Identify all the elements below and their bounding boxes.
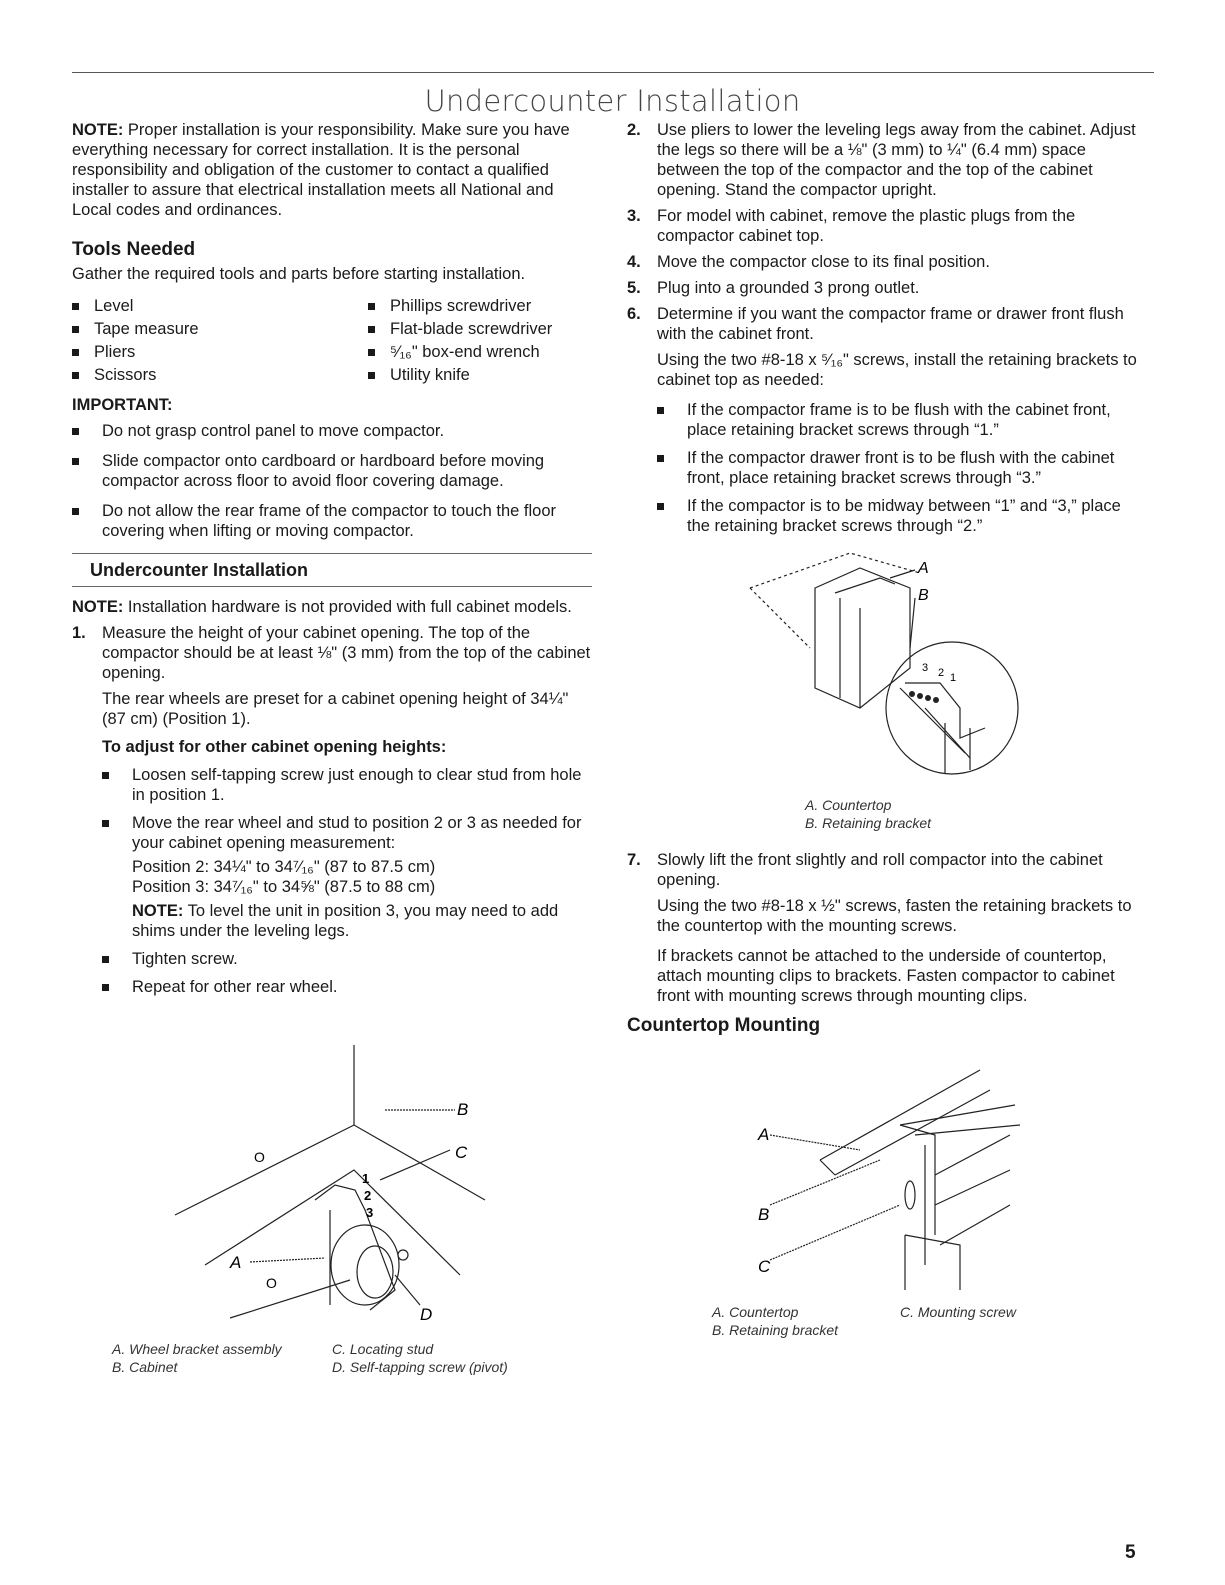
- step-5: [627, 278, 1147, 298]
- step-text: Use pliers to lower the leveling legs away from the cabinet. Adjust the legs so there will be a ⅛" (3 mm) to ¼" (6.4 mm) space between the top of the compactor and the top of the cabinet opening. Stand the compactor upright.: [657, 121, 1136, 199]
- important-item: Slide compactor onto cardboard or hardboard before moving compactor across floor to avoid floor covering damage.: [72, 451, 592, 491]
- step-text: For model with cabinet, remove the plastic plugs from the compactor cabinet top.: [657, 207, 1076, 245]
- label-b: B: [758, 1205, 770, 1224]
- important-item: Do not grasp control panel to move compactor.: [72, 421, 592, 441]
- intro-note: [72, 120, 592, 220]
- tool-item: ⁵⁄₁₆" box-end wrench: [368, 342, 598, 362]
- adjust-item: Tighten screw.: [102, 949, 592, 969]
- caption-c: C. Locating stud: [332, 1341, 434, 1357]
- caption-b: B. Retaining bracket: [805, 815, 932, 831]
- leader-a: [770, 1135, 860, 1150]
- mount-caption: [712, 1303, 1132, 1339]
- step-text: Plug into a grounded 3 prong outlet.: [657, 279, 920, 297]
- adjust-item: Move the rear wheel and stud to position 2 or 3 as needed for your cabinet opening measurement:: [102, 813, 592, 853]
- step-6-item: If the compactor frame is to be flush with the cabinet front, place retaining bracket screws through “1.”: [657, 400, 1147, 440]
- important-label: [72, 395, 592, 415]
- label-c: C: [455, 1143, 468, 1162]
- leader-c: [770, 1205, 900, 1260]
- step-number: 2.: [627, 121, 641, 139]
- step-1-preset: The rear wheels are preset for a cabinet opening height of 34¼" (87 cm) (Position 1).: [102, 690, 569, 728]
- tool-item: Level: [72, 296, 368, 316]
- countertop-mounting-figure: [740, 1065, 1040, 1300]
- step-7-sub: If brackets cannot be attached to the underside of countertop, attach mounting clips to brackets. Fasten compactor to cabinet front with mounting screws through mounting clips.: [657, 947, 1115, 1005]
- page-title: Undercounter Installation: [424, 84, 801, 118]
- step-1: [72, 623, 592, 683]
- tools-list: [72, 296, 592, 385]
- retaining-bracket-figure: [740, 548, 1040, 798]
- label-b: B: [918, 587, 929, 604]
- tool-item: Flat-blade screwdriver: [368, 319, 598, 339]
- caption-a: A. Countertop: [805, 797, 892, 813]
- label-a: A: [758, 1125, 770, 1144]
- tool-item: Pliers: [72, 342, 368, 362]
- hole-marker: [933, 697, 939, 703]
- section-note: [72, 597, 592, 617]
- label-b: B: [457, 1100, 469, 1119]
- position-1-label: 1: [362, 1171, 370, 1186]
- zero-top-label: O: [254, 1149, 265, 1165]
- position-3-label: 3: [922, 662, 929, 674]
- left-column: [72, 120, 592, 1005]
- position-3-note: [102, 901, 592, 941]
- step-text: Measure the height of your cabinet opening. The top of the compactor should be at least ⅛" (3 mm) from the top of the cabinet opening.: [102, 624, 591, 682]
- adjust-item: Repeat for other rear wheel.: [102, 977, 592, 997]
- step-4: [627, 252, 1147, 272]
- step-6: [627, 304, 1147, 344]
- label-a: A: [918, 560, 929, 577]
- step-2: [627, 120, 1147, 200]
- bracket-top: [835, 578, 895, 593]
- tool-item: Utility knife: [368, 365, 598, 385]
- position-3: Position 3: 34⁷⁄₁₆" to 34⅝" (87.5 to 88 cm): [132, 878, 436, 896]
- countertop-edge: [750, 588, 810, 648]
- floor-line: [230, 1280, 350, 1318]
- label-a: A: [230, 1253, 242, 1272]
- caption-b: B. Cabinet: [112, 1359, 178, 1375]
- tool-item: Phillips screwdriver: [368, 296, 598, 316]
- tools-description: Gather the required tools and parts before starting installation.: [72, 265, 526, 283]
- step-number: 1.: [72, 624, 86, 642]
- step-6-list: [627, 400, 1147, 536]
- countertop-outline: [750, 553, 920, 588]
- important-list: [72, 421, 592, 541]
- wheel-hub: [357, 1246, 393, 1298]
- important-item: Do not allow the rear frame of the compactor to touch the floor covering when lifting or moving compactor.: [72, 501, 592, 541]
- hole-marker: [909, 691, 915, 697]
- note-text: Proper installation is your responsibility. Make sure you have everything necessary for correct installation. It is the personal responsibility and obligation of the customer to contact a qualified installer to assure that electrical installation meets all National and Local codes and ordinances.: [72, 121, 570, 219]
- step-text: Move the compactor close to its final position.: [657, 253, 990, 271]
- position-2: Position 2: 34¼" to 34⁷⁄₁₆" (87 to 87.5 cm): [132, 858, 436, 876]
- note-label: NOTE:: [72, 121, 124, 139]
- leader-b: [910, 598, 915, 648]
- page-number: 5: [1125, 1542, 1136, 1563]
- cabinet-floor-edge: [175, 1125, 485, 1215]
- top-rule: [72, 72, 1154, 73]
- note-label: NOTE:: [72, 598, 124, 616]
- position-2-label: 2: [938, 667, 945, 679]
- caption-d: D. Self-tapping screw (pivot): [332, 1359, 508, 1375]
- mount-heading: Countertop Mounting: [627, 1015, 821, 1036]
- step-number: 4.: [627, 253, 641, 271]
- leader-a: [250, 1258, 325, 1262]
- step-number: 3.: [627, 207, 641, 225]
- label-d: D: [420, 1305, 433, 1324]
- cabinet-base: [205, 1170, 460, 1275]
- section-heading: Undercounter Installation: [72, 553, 592, 587]
- note-text: To level the unit in position 3, you may need to add shims under the leveling legs.: [132, 902, 559, 940]
- leader-d: [395, 1275, 420, 1305]
- compactor-top: [905, 1235, 960, 1290]
- step-text: Slowly lift the front slightly and roll compactor into the cabinet opening.: [657, 851, 1103, 889]
- leader-a: [890, 570, 915, 578]
- detail-circle: [886, 642, 1018, 774]
- wheel-caption: [112, 1340, 552, 1376]
- wheel-bracket-figure: [170, 1040, 490, 1330]
- note-text: Installation hardware is not provided with full cabinet models.: [123, 598, 572, 616]
- position-2-label: 2: [364, 1188, 372, 1203]
- compactor-top: [815, 568, 910, 708]
- step-number: 7.: [627, 851, 641, 869]
- right-column: [627, 120, 1147, 544]
- step-6-item: If the compactor is to be midway between “1” and “3,” place the retaining bracket screws through “2.”: [657, 496, 1147, 536]
- caption-a: A. Countertop: [712, 1304, 799, 1320]
- label-c: C: [758, 1257, 771, 1276]
- leader-c: [380, 1150, 450, 1180]
- tool-item: Tape measure: [72, 319, 368, 339]
- position-3-label: 3: [366, 1205, 374, 1220]
- screw-head: [398, 1250, 408, 1260]
- step-6-sub: Using the two #8-18 x ⁵⁄₁₆" screws, install the retaining brackets to cabinet top as needed:: [657, 351, 1137, 389]
- step-6-item: If the compactor drawer front is to be flush with the cabinet front, place retaining bracket screws through “3.”: [657, 448, 1147, 488]
- leader-b: [770, 1160, 880, 1205]
- note-label: NOTE:: [132, 902, 184, 920]
- step-3: [627, 206, 1147, 246]
- tools-heading: Tools Needed: [72, 239, 196, 260]
- zero-bottom-label: O: [266, 1275, 277, 1291]
- step-7: [627, 850, 1147, 890]
- step-7-sub: Using the two #8-18 x ½" screws, fasten the retaining brackets to the countertop with the mounting screws.: [657, 897, 1132, 935]
- step-text: Determine if you want the compactor frame or drawer front flush with the cabinet front.: [657, 305, 1124, 343]
- important-label-text: IMPORTANT:: [72, 396, 173, 414]
- step-number: 5.: [627, 279, 641, 297]
- caption-a: A. Wheel bracket assembly: [112, 1341, 282, 1357]
- tool-item: Scissors: [72, 365, 368, 385]
- mounting-screw: [905, 1181, 915, 1209]
- right-column-lower: [627, 850, 1147, 1040]
- caption-c: C. Mounting screw: [900, 1304, 1016, 1320]
- hole-marker: [925, 695, 931, 701]
- adjust-item: Loosen self-tapping screw just enough to clear stud from hole in position 1.: [102, 765, 592, 805]
- bracket-caption: [805, 796, 931, 832]
- cabinet-lines: [935, 1135, 1010, 1245]
- adjust-heading: To adjust for other cabinet opening heights:: [102, 738, 447, 756]
- hole-marker: [917, 693, 923, 699]
- position-1-label: 1: [950, 672, 957, 684]
- adjust-list: [72, 765, 592, 997]
- retaining-bracket: [900, 1125, 935, 1235]
- caption-b: B. Retaining bracket: [712, 1322, 839, 1338]
- step-number: 6.: [627, 305, 641, 323]
- wheel-bracket: [315, 1185, 395, 1310]
- compactor-front-lines: [840, 598, 860, 708]
